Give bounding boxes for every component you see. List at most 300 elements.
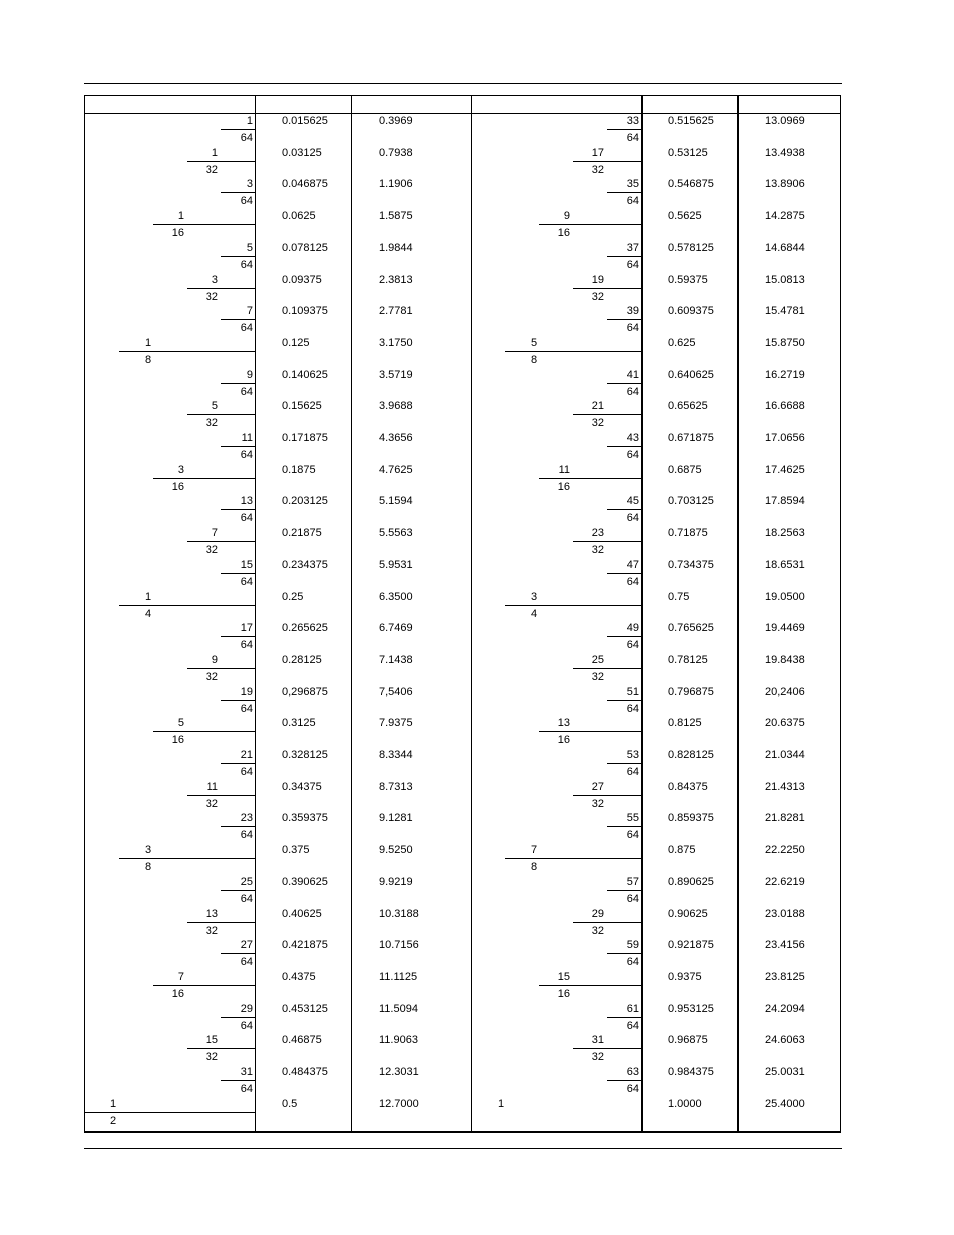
fraction-bar <box>607 192 641 193</box>
millimeter-value: 7.9375 <box>379 717 413 730</box>
fraction-denominator: 8 <box>531 861 538 874</box>
fraction-numerator: 1 <box>211 146 218 159</box>
fraction-bar <box>221 890 255 891</box>
millimeter-value: 19.4469 <box>765 622 805 635</box>
fraction-denominator: 32 <box>205 670 218 683</box>
fraction-bar <box>607 129 641 130</box>
fraction-numerator: 23 <box>591 527 604 540</box>
fraction-bar <box>153 478 255 479</box>
fraction-numerator: 1 <box>145 336 152 349</box>
fraction-denominator: 32 <box>205 797 218 810</box>
decimal-inch-value: 0.125 <box>282 336 310 349</box>
fraction-denominator: 16 <box>171 987 184 1000</box>
millimeter-value: 23.4156 <box>765 939 805 952</box>
decimal-inch-value: 0.40625 <box>282 907 322 920</box>
fraction-numerator: 9 <box>246 368 253 381</box>
fraction-numerator: 31 <box>591 1034 604 1047</box>
fraction-numerator: 1 <box>110 1097 117 1110</box>
decimal-inch-value: 0,296875 <box>282 685 328 698</box>
decimal-inch-value: 0.078125 <box>282 241 328 254</box>
fraction-bar <box>187 795 255 796</box>
fraction-numerator: 3 <box>211 273 218 286</box>
fraction-denominator: 64 <box>626 639 639 652</box>
millimeter-value: 0.7938 <box>379 146 413 159</box>
fraction-bar <box>221 129 255 130</box>
millimeter-value: 15.4781 <box>765 305 805 318</box>
fraction-bar <box>187 922 255 923</box>
fraction-numerator: 13 <box>205 907 218 920</box>
fraction-denominator: 64 <box>240 575 253 588</box>
fraction-bar <box>573 414 641 415</box>
fraction-bar <box>539 224 641 225</box>
millimeter-value: 5.9531 <box>379 558 413 571</box>
fraction-denominator: 64 <box>240 132 253 144</box>
fraction-bar <box>607 446 641 447</box>
decimal-inch-value: 0.59375 <box>668 273 708 286</box>
fraction-numerator: 13 <box>557 717 570 730</box>
millimeter-value: 19.8438 <box>765 653 805 666</box>
decimal-inch-value: 0.453125 <box>282 1002 328 1015</box>
fraction-denominator: 32 <box>205 924 218 937</box>
fraction-numerator: 3 <box>531 590 538 603</box>
fraction-bar <box>119 351 255 352</box>
decimal-inch-value: 0.90625 <box>668 907 708 920</box>
fraction-denominator: 64 <box>240 766 253 778</box>
fraction-numerator: 19 <box>240 685 253 698</box>
fraction-denominator: 64 <box>626 956 639 969</box>
fraction-bar <box>221 1017 255 1018</box>
millimeter-value: 22.6219 <box>765 875 805 888</box>
fraction-denominator: 16 <box>557 987 570 1000</box>
fraction-numerator: 23 <box>240 812 253 825</box>
fraction-bar <box>607 1017 641 1018</box>
fraction-denominator: 64 <box>240 512 253 525</box>
millimeter-value: 15.8750 <box>765 336 805 349</box>
fraction-bar <box>221 383 255 384</box>
fraction-denominator: 64 <box>626 385 639 398</box>
decimal-inch-value: 0.671875 <box>668 432 714 444</box>
fraction-numerator: 15 <box>557 970 570 983</box>
fraction-bar <box>573 922 641 923</box>
fraction-numerator: 15 <box>205 1034 218 1047</box>
fraction-denominator: 32 <box>591 797 604 810</box>
fraction-denominator: 64 <box>240 829 253 842</box>
fraction-numerator: 13 <box>240 495 253 508</box>
fraction-denominator: 32 <box>591 924 604 937</box>
fraction-numerator: 7 <box>246 305 253 318</box>
fraction-numerator: 47 <box>626 558 639 571</box>
millimeter-value: 15.0813 <box>765 273 805 286</box>
fraction-denominator: 32 <box>205 290 218 303</box>
fraction-numerator: 39 <box>626 305 639 318</box>
fraction-denominator: 64 <box>626 449 639 461</box>
millimeter-value: 13.8906 <box>765 178 805 191</box>
fraction-numerator: 1 <box>498 1097 505 1110</box>
fraction-numerator: 5 <box>531 336 538 349</box>
decimal-inch-value: 0.625 <box>668 336 696 349</box>
millimeter-value: 5.1594 <box>379 495 413 508</box>
millimeter-value: 14.2875 <box>765 210 805 223</box>
decimal-inch-value: 0.9375 <box>668 970 702 983</box>
fraction-bar <box>221 700 255 701</box>
fraction-bar <box>85 1112 255 1113</box>
decimal-inch-value: 0.875 <box>668 844 696 857</box>
fraction-bar <box>221 192 255 193</box>
decimal-inch-value: 0.84375 <box>668 780 708 793</box>
millimeter-value: 11.1125 <box>379 970 418 983</box>
fraction-bar <box>573 541 641 542</box>
decimal-inch-value: 0.359375 <box>282 812 328 825</box>
decimal-inch-value: 0.03125 <box>282 146 322 159</box>
decimal-inch-value: 0.375 <box>282 844 310 857</box>
fraction-numerator: 9 <box>211 653 218 666</box>
decimal-inch-value: 0.109375 <box>282 305 328 318</box>
millimeter-value: 7.1438 <box>379 653 413 666</box>
fraction-numerator: 55 <box>626 812 639 825</box>
fraction-numerator: 41 <box>626 368 639 381</box>
decimal-inch-value: 0.34375 <box>282 780 322 793</box>
fraction-numerator: 5 <box>177 717 184 730</box>
millimeter-value: 19.0500 <box>765 590 805 603</box>
decimal-inch-value: 0.09375 <box>282 273 322 286</box>
fraction-denominator: 64 <box>240 956 253 969</box>
fraction-numerator: 7 <box>211 527 218 540</box>
fraction-bar <box>607 636 641 637</box>
millimeter-value: 14.6844 <box>765 241 805 254</box>
fraction-denominator: 64 <box>240 1083 253 1095</box>
millimeter-value: 3.9688 <box>379 400 413 413</box>
decimal-inch-value: 0.78125 <box>668 653 708 666</box>
decimal-inch-value: 0.421875 <box>282 939 328 952</box>
fraction-denominator: 32 <box>591 670 604 683</box>
millimeter-value: 16.6688 <box>765 400 805 413</box>
decimal-inch-value: 0.046875 <box>282 178 328 191</box>
fraction-denominator: 64 <box>240 449 253 461</box>
millimeter-value: 11.5094 <box>379 1002 418 1015</box>
fraction-bar <box>221 636 255 637</box>
millimeter-value: 18.2563 <box>765 527 805 540</box>
fraction-bar <box>607 509 641 510</box>
millimeter-value: 3.1750 <box>379 336 413 349</box>
decimal-inch-value: 1.0000 <box>668 1097 702 1110</box>
fraction-denominator: 32 <box>205 544 218 557</box>
fraction-denominator: 64 <box>240 702 253 715</box>
millimeter-value: 24.6063 <box>765 1034 805 1047</box>
millimeter-value: 25.4000 <box>765 1097 805 1110</box>
decimal-inch-value: 0.5 <box>282 1097 298 1110</box>
fraction-denominator: 64 <box>240 385 253 398</box>
fraction-bar <box>573 795 641 796</box>
fraction-bar <box>607 319 641 320</box>
millimeter-value: 9.5250 <box>379 844 413 857</box>
fraction-bar <box>573 161 641 162</box>
decimal-inch-value: 0.53125 <box>668 146 708 159</box>
decimal-inch-value: 0.484375 <box>282 1066 328 1078</box>
fraction-numerator: 57 <box>626 875 639 888</box>
fraction-denominator: 4 <box>145 607 152 620</box>
decimal-inch-value: 0.984375 <box>668 1066 714 1078</box>
decimal-inch-value: 0.25 <box>282 590 304 603</box>
decimal-inch-value: 0.390625 <box>282 875 328 888</box>
fraction-denominator: 16 <box>171 227 184 240</box>
fraction-bar <box>505 351 641 352</box>
fraction-bar <box>119 605 255 606</box>
fraction-bar <box>539 731 641 732</box>
fraction-denominator: 32 <box>591 163 604 176</box>
fraction-bar <box>187 414 255 415</box>
millimeter-value: 20.6375 <box>765 717 805 730</box>
fraction-denominator: 4 <box>531 607 538 620</box>
decimal-inch-value: 0.546875 <box>668 178 714 191</box>
fraction-bar <box>221 826 255 827</box>
fraction-numerator: 9 <box>563 210 570 223</box>
fraction-bar <box>505 858 641 859</box>
fraction-numerator: 27 <box>591 780 604 793</box>
fraction-numerator: 31 <box>240 1066 253 1078</box>
millimeter-value: 21.4313 <box>765 780 805 793</box>
fraction-bar <box>539 985 641 986</box>
fraction-numerator: 1 <box>145 590 152 603</box>
fraction-numerator: 45 <box>626 495 639 508</box>
fraction-bar <box>221 1080 255 1081</box>
fraction-denominator: 32 <box>591 290 604 303</box>
millimeter-value: 4.3656 <box>379 432 413 444</box>
millimeter-value: 10.7156 <box>379 939 419 952</box>
decimal-inch-value: 0.15625 <box>282 400 322 413</box>
fraction-numerator: 15 <box>240 558 253 571</box>
fraction-bar <box>607 700 641 701</box>
decimal-inch-value: 0.8125 <box>668 717 702 730</box>
fraction-numerator: 51 <box>626 685 639 698</box>
fraction-bar <box>153 985 255 986</box>
millimeter-value: 24.2094 <box>765 1002 805 1015</box>
fraction-bar <box>607 573 641 574</box>
decimal-inch-value: 0.203125 <box>282 495 328 508</box>
millimeter-value: 5.5563 <box>379 527 413 540</box>
fraction-bar <box>187 161 255 162</box>
decimal-inch-value: 0.859375 <box>668 812 714 825</box>
fraction-bar <box>221 953 255 954</box>
millimeter-value: 21.8281 <box>765 812 805 825</box>
fraction-bar <box>607 256 641 257</box>
fraction-bar <box>187 541 255 542</box>
decimal-inch-value: 0.0625 <box>282 210 316 223</box>
fraction-numerator: 5 <box>211 400 218 413</box>
decimal-inch-value: 0.96875 <box>668 1034 708 1047</box>
fraction-denominator: 64 <box>240 639 253 652</box>
fraction-denominator: 64 <box>240 322 253 335</box>
fraction-denominator: 32 <box>205 163 218 176</box>
fraction-denominator: 8 <box>531 353 538 366</box>
fraction-bar <box>221 256 255 257</box>
fraction-bar <box>119 858 255 859</box>
fraction-bar <box>573 288 641 289</box>
fraction-denominator: 8 <box>145 353 152 366</box>
fraction-numerator: 49 <box>626 622 639 635</box>
fraction-denominator: 2 <box>110 1114 117 1127</box>
fraction-bar <box>607 826 641 827</box>
decimal-inch-value: 0.234375 <box>282 558 328 571</box>
fraction-denominator: 8 <box>145 861 152 874</box>
millimeter-value: 8.3344 <box>379 749 413 761</box>
fraction-numerator: 7 <box>531 844 538 857</box>
millimeter-value: 13.4938 <box>765 146 805 159</box>
fraction-numerator: 3 <box>246 178 253 191</box>
fraction-denominator: 64 <box>626 322 639 335</box>
fraction-numerator: 43 <box>626 432 639 444</box>
millimeter-value: 22.2250 <box>765 844 805 857</box>
fraction-bar <box>607 383 641 384</box>
millimeter-value: 1.1906 <box>379 178 413 191</box>
fraction-denominator: 64 <box>626 702 639 715</box>
decimal-inch-value: 0.75 <box>668 590 690 603</box>
millimeter-value: 13.0969 <box>765 115 805 127</box>
fraction-numerator: 25 <box>591 653 604 666</box>
fraction-denominator: 64 <box>626 829 639 842</box>
decimal-inch-value: 0.765625 <box>668 622 714 635</box>
fraction-numerator: 5 <box>246 241 253 254</box>
fraction-denominator: 64 <box>240 195 253 208</box>
millimeter-value: 9.1281 <box>379 812 413 825</box>
fraction-numerator: 11 <box>206 780 218 793</box>
decimal-inch-value: 0.515625 <box>668 115 714 127</box>
millimeter-value: 6.7469 <box>379 622 413 635</box>
fraction-numerator: 61 <box>626 1002 639 1015</box>
fraction-denominator: 64 <box>626 1083 639 1095</box>
decimal-inch-value: 0.890625 <box>668 875 714 888</box>
fraction-numerator: 19 <box>591 273 604 286</box>
decimal-inch-value: 0.46875 <box>282 1034 322 1047</box>
fraction-denominator: 32 <box>591 1051 604 1064</box>
fraction-denominator: 64 <box>626 892 639 905</box>
millimeter-value: 12.7000 <box>379 1097 419 1110</box>
decimal-inch-value: 0.015625 <box>282 115 328 127</box>
fraction-denominator: 64 <box>626 195 639 208</box>
decimal-inch-value: 0.1875 <box>282 463 316 476</box>
millimeter-value: 21.0344 <box>765 749 805 761</box>
millimeter-value: 8.7313 <box>379 780 413 793</box>
millimeter-value: 23.0188 <box>765 907 805 920</box>
fraction-denominator: 32 <box>591 544 604 557</box>
fraction-numerator: 1 <box>246 115 253 127</box>
fraction-bar <box>607 1080 641 1081</box>
fraction-bar <box>153 224 255 225</box>
decimal-inch-value: 0.21875 <box>282 527 322 540</box>
fraction-denominator: 16 <box>171 480 184 493</box>
fraction-denominator: 32 <box>205 417 218 430</box>
decimal-inch-value: 0.6875 <box>668 463 702 476</box>
decimal-inch-value: 0.640625 <box>668 368 714 381</box>
millimeter-value: 10.3188 <box>379 907 419 920</box>
fraction-denominator: 16 <box>557 734 570 747</box>
decimal-inch-value: 0.140625 <box>282 368 328 381</box>
fraction-denominator: 32 <box>205 1051 218 1064</box>
millimeter-value: 23.8125 <box>765 970 805 983</box>
decimal-inch-value: 0.328125 <box>282 749 328 761</box>
millimeter-value: 12.3031 <box>379 1066 419 1078</box>
fraction-bar <box>187 1048 255 1049</box>
fraction-numerator: 33 <box>626 115 639 127</box>
fraction-bar <box>607 763 641 764</box>
fraction-bar <box>221 573 255 574</box>
fraction-denominator: 64 <box>626 575 639 588</box>
fraction-denominator: 64 <box>626 512 639 525</box>
decimal-inch-value: 0.828125 <box>668 749 714 761</box>
fraction-denominator: 64 <box>240 892 253 905</box>
decimal-inch-value: 0.921875 <box>668 939 714 952</box>
millimeter-value: 3.5719 <box>379 368 413 381</box>
decimal-inch-value: 0.265625 <box>282 622 328 635</box>
fraction-bar <box>221 509 255 510</box>
fraction-bar <box>221 763 255 764</box>
millimeter-value: 7,5406 <box>379 685 413 698</box>
fraction-numerator: 63 <box>626 1066 639 1078</box>
millimeter-value: 6.3500 <box>379 590 413 603</box>
decimal-inch-value: 0.734375 <box>668 558 714 571</box>
fraction-numerator: 53 <box>626 749 639 761</box>
millimeter-value: 16.2719 <box>765 368 805 381</box>
fraction-bar <box>505 605 641 606</box>
fraction-numerator: 11 <box>558 463 570 476</box>
millimeter-value: 17.0656 <box>765 432 805 444</box>
fraction-bar <box>153 731 255 732</box>
fraction-numerator: 1 <box>177 210 184 223</box>
decimal-inch-value: 0.5625 <box>668 210 702 223</box>
millimeter-value: 1.9844 <box>379 241 413 254</box>
fraction-numerator: 29 <box>591 907 604 920</box>
fraction-numerator: 25 <box>240 875 253 888</box>
decimal-inch-value: 0.703125 <box>668 495 714 508</box>
decimal-inch-value: 0.953125 <box>668 1002 714 1015</box>
millimeter-value: 17.8594 <box>765 495 805 508</box>
millimeter-value: 18.6531 <box>765 558 805 571</box>
millimeter-value: 20,2406 <box>765 685 805 698</box>
fraction-numerator: 3 <box>177 463 184 476</box>
millimeter-value: 11.9063 <box>379 1034 418 1047</box>
fraction-numerator: 27 <box>240 939 253 952</box>
fraction-numerator: 29 <box>240 1002 253 1015</box>
fraction-denominator: 16 <box>557 227 570 240</box>
decimal-inch-value: 0.28125 <box>282 653 322 666</box>
fraction-denominator: 16 <box>557 480 570 493</box>
decimal-inch-value: 0.796875 <box>668 685 714 698</box>
decimal-inch-value: 0.65625 <box>668 400 708 413</box>
decimal-inch-value: 0.578125 <box>668 241 714 254</box>
decimal-inch-value: 0.3125 <box>282 717 316 730</box>
fraction-bar <box>607 953 641 954</box>
fraction-denominator: 64 <box>240 258 253 271</box>
decimal-inch-value: 0.71875 <box>668 527 708 540</box>
fraction-numerator: 17 <box>591 146 604 159</box>
fraction-numerator: 11 <box>241 432 253 444</box>
fraction-bar <box>221 319 255 320</box>
fraction-numerator: 21 <box>591 400 604 413</box>
fraction-denominator: 64 <box>626 1019 639 1032</box>
fraction-numerator: 59 <box>626 939 639 952</box>
fraction-denominator: 64 <box>626 132 639 144</box>
millimeter-value: 4.7625 <box>379 463 413 476</box>
millimeter-value: 2.3813 <box>379 273 413 286</box>
millimeter-value: 2.7781 <box>379 305 413 318</box>
fraction-bar <box>607 890 641 891</box>
fraction-bar <box>187 668 255 669</box>
fraction-denominator: 16 <box>171 734 184 747</box>
fraction-bar <box>187 288 255 289</box>
millimeter-value: 9.9219 <box>379 875 413 888</box>
millimeter-value: 17.4625 <box>765 463 805 476</box>
fraction-numerator: 7 <box>177 970 184 983</box>
fraction-numerator: 17 <box>240 622 253 635</box>
